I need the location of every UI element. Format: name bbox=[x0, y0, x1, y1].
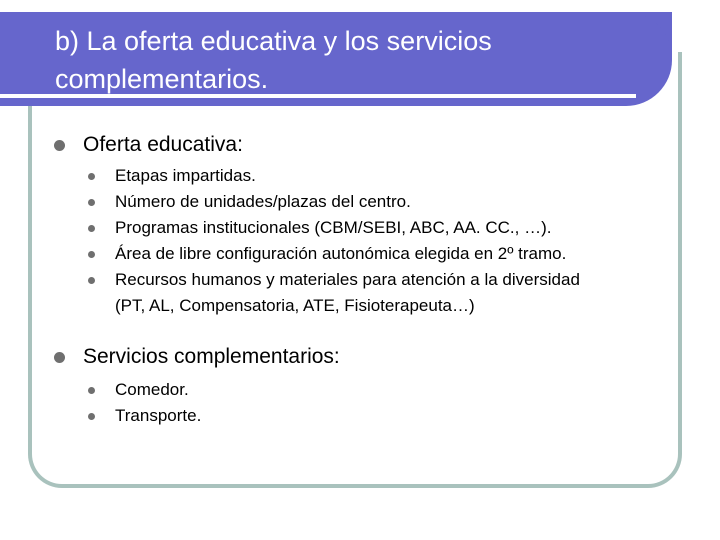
list-item-text-line-1: Recursos humanos y materiales para atención a la diversidad bbox=[115, 270, 580, 289]
bullet-icon bbox=[54, 352, 65, 363]
bullet-icon bbox=[88, 225, 95, 232]
list-item-text: Comedor. bbox=[115, 380, 189, 399]
slide-title-line-1: b) La oferta educativa y los servicios bbox=[55, 26, 492, 56]
slide-title bbox=[55, 22, 655, 98]
list-item bbox=[88, 267, 688, 319]
bullet-icon bbox=[88, 199, 95, 206]
list-item bbox=[88, 215, 688, 241]
section-heading: Servicios complementarios: bbox=[83, 345, 340, 368]
bullet-icon bbox=[88, 413, 95, 420]
section-heading: Oferta educativa: bbox=[83, 133, 243, 156]
list-item bbox=[88, 377, 688, 403]
list-item-text: Número de unidades/plazas del centro. bbox=[115, 192, 411, 211]
list-item-text-line-2: (PT, AL, Compensatoria, ATE, Fisioterapeuta…) bbox=[115, 296, 475, 315]
list-item-text bbox=[115, 267, 675, 319]
servicios-complementarios-list bbox=[88, 377, 688, 429]
bullet-icon bbox=[54, 140, 65, 151]
bullet-icon bbox=[88, 173, 95, 180]
list-item-text: Área de libre configuración autonómica elegida en 2º tramo. bbox=[115, 244, 567, 263]
list-item bbox=[88, 189, 688, 215]
list-item-text: Programas institucionales (CBM/SEBI, ABC, AA. CC., …). bbox=[115, 218, 552, 237]
list-item-text: Transporte. bbox=[115, 406, 202, 425]
oferta-educativa-list bbox=[88, 163, 688, 319]
bullet-icon bbox=[88, 277, 95, 284]
bullet-icon bbox=[88, 387, 95, 394]
list-item bbox=[88, 403, 688, 429]
slide-title-line-2: complementarios. bbox=[55, 64, 269, 94]
list-item bbox=[88, 163, 688, 189]
list-item bbox=[88, 241, 688, 267]
bullet-icon bbox=[88, 251, 95, 258]
list-item-text: Etapas impartidas. bbox=[115, 166, 256, 185]
